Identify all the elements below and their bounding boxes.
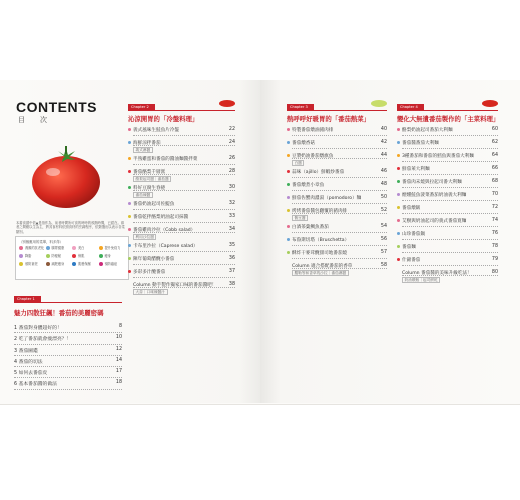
toc-entry[interactable]: [128, 243, 235, 256]
entry-page: 34: [228, 227, 235, 232]
legend-item: [46, 253, 73, 258]
leader-line: [292, 203, 387, 204]
tomato-icon: [219, 100, 235, 107]
legend-grid: [19, 245, 125, 266]
entry-title: 多彩多汁醃番茄: [133, 270, 166, 275]
legend-item: [19, 261, 46, 266]
legend-item: [19, 253, 46, 258]
entry-subrecipe: 大蒜｜口味辣醬汁: [133, 289, 168, 295]
category-dot-icon: [287, 209, 290, 212]
legend-label: 肌膚保濕: [78, 262, 91, 267]
leader-line: [14, 332, 122, 333]
toc-entry[interactable]: [287, 263, 387, 279]
entry-title: 番茄乾拌酪梨奶油起司抹醬: [133, 215, 189, 220]
category-dot-icon: [397, 193, 400, 196]
legend-dot-icon: [99, 246, 103, 250]
chapter4-block: [397, 104, 498, 286]
leader-line: [402, 187, 498, 188]
entry-page: 62: [491, 140, 498, 145]
category-dot-icon: [287, 183, 290, 186]
entry-page: 64: [491, 153, 498, 158]
leader-line: [402, 148, 498, 149]
legend-label: 腸胃健康: [51, 246, 65, 250]
entry-subrecipe: 奶油燉飯｜起司餅乾: [402, 277, 440, 283]
entry-subrecipe: 羅勒等和香草的沙拉｜番茄淋醬: [292, 270, 349, 276]
entry-page: 12: [115, 346, 122, 352]
legend-label: 減肥瘦身: [51, 262, 65, 267]
leader-line: [133, 135, 235, 136]
toc-entry[interactable]: [397, 205, 498, 218]
entry-page: 36: [228, 256, 235, 261]
entry-page: 26: [228, 156, 235, 161]
leader-line: [133, 264, 235, 265]
entry-page: 14: [115, 357, 122, 363]
entry-title: 番茄麵: [402, 245, 416, 250]
toc-entry[interactable]: [397, 179, 498, 192]
entry-page: 50: [380, 195, 387, 200]
category-dot-icon: [287, 238, 290, 241]
toc-entry[interactable]: [128, 269, 235, 282]
toc-entry[interactable]: [287, 195, 387, 208]
tomato-icon: [482, 100, 498, 107]
entry-page: 80: [491, 270, 498, 275]
legend-dot-icon: [72, 246, 76, 250]
legend-item: [99, 245, 126, 250]
legend-item: [99, 253, 126, 258]
toc-entry[interactable]: [128, 185, 235, 201]
category-dot-icon: [128, 270, 131, 273]
toc-entry[interactable]: [128, 169, 235, 185]
legend-label: 養顏的抗老化: [25, 246, 45, 250]
entry-page: 17: [115, 369, 122, 375]
entry-page: 72: [491, 205, 498, 210]
leader-line: [292, 245, 387, 246]
entry-title: 酪梨奶油起司番茄大利麵: [402, 128, 453, 133]
entry-subrecipe: 白醬: [292, 160, 304, 166]
leader-line: [292, 232, 387, 233]
entry-title: 3 番茄圖鑑: [14, 348, 38, 354]
entry-title: 艾樹與奶油起司的義式番茄寬麵: [402, 219, 467, 224]
chapter3-list: [287, 127, 387, 279]
entry-page: 46: [380, 169, 387, 174]
leader-line: [292, 190, 387, 191]
leader-line: [402, 265, 498, 266]
toc-entry[interactable]: [397, 140, 498, 153]
legend-item: [72, 261, 99, 266]
legend-item: [46, 245, 73, 250]
toc-entry[interactable]: [287, 237, 387, 250]
chapter2-tag: Chapter 2: [128, 104, 155, 110]
category-dot-icon: [397, 141, 400, 144]
entry-page: 54: [380, 224, 387, 229]
entry-title: 4 番茄的切法: [14, 359, 43, 365]
entry-title: 烤烤番茄醬包翻覆的豬肉排: [292, 209, 348, 214]
entry-subrecipe: 番茄辣醬: [133, 192, 153, 198]
leader-line: [133, 209, 235, 210]
legend-dot-icon: [19, 254, 23, 258]
entry-title: 卡布里沙拉（Caprese salad）: [133, 244, 198, 249]
entry-page: 70: [491, 192, 498, 197]
category-dot-icon: [128, 257, 131, 260]
entry-title: 鮮茄萊大利麵: [402, 167, 430, 172]
leader-line: [133, 164, 235, 165]
toc-entry[interactable]: [14, 380, 122, 391]
entry-title: 6 基本番茄醬的做法: [14, 382, 57, 388]
leader-line: [402, 161, 498, 162]
entry-title: 什錦番茄: [402, 258, 421, 263]
entry-page: 74: [491, 218, 498, 223]
legend-dot-icon: [19, 262, 23, 266]
entry-title: 3種番茄和番茄的鱈魚與番茄大利麵: [402, 154, 474, 159]
category-dot-icon: [128, 170, 131, 173]
entry-title: 豆漿奶油番茄燉旗魚: [292, 154, 334, 159]
entry-title: 蒜味（ajillo）鮮蝦炒番茄: [292, 170, 345, 175]
entry-title: 義式風味生鮭魚片冷盤: [133, 128, 179, 133]
entry-title: 5 如何去番茄皮: [14, 371, 48, 377]
legend-item: [19, 245, 46, 250]
entry-page: 57: [380, 250, 387, 255]
entry-title: 酥炸干麥茸醃甜司地番茄燒: [292, 251, 348, 256]
entry-page: 58: [380, 263, 387, 268]
entry-title: 1 番茄對身體超好的！: [14, 326, 62, 331]
leader-line: [402, 135, 498, 136]
chapter2-heading: 沁涼開胃的「冷盤料理」: [128, 115, 199, 123]
entry-page: 68: [491, 179, 498, 184]
entry-title: 白酒茶葉鯛魚番茄: [292, 225, 329, 230]
intro-text: 本書食譜中依▲是指作為，前者時間所可食的時時的預熱時間，已經在。兩者之間應以生為主，將其食材料依照食材的烹調程序，依類選出以表示各菜類別。: [16, 221, 125, 234]
entry-page: 24: [228, 140, 235, 145]
legend-dot-icon: [46, 262, 50, 266]
entry-page: 44: [380, 153, 387, 158]
leader-line: [402, 226, 498, 227]
entry-title: 鮮茄佐蟹肉濃湯（pomodoro）麵: [292, 196, 362, 201]
category-dot-icon: [287, 154, 290, 157]
contents-title: CONTENTS: [16, 99, 97, 115]
entry-title: 煙燻鮭魚菠菜番茄奶油義大利麵: [402, 193, 467, 198]
chapter4-tag: Chapter 4: [397, 104, 424, 110]
legend-item: [72, 245, 99, 250]
entry-page: 8: [118, 324, 122, 329]
category-dot-icon: [397, 167, 400, 170]
chapter4-list: [397, 127, 498, 286]
category-dot-icon: [397, 206, 400, 209]
toc-entry[interactable]: [128, 127, 235, 140]
category-dot-icon: [128, 228, 131, 231]
legend-title: （別個應用的菜單，料多得）: [19, 240, 64, 244]
green-tomato-icon: [371, 100, 387, 107]
category-dot-icon: [128, 141, 131, 144]
chapter2-list: [128, 127, 235, 298]
entry-page: 28: [228, 169, 235, 174]
toc-entry[interactable]: [287, 127, 387, 140]
toc-entry[interactable]: [128, 282, 235, 298]
toc-entry[interactable]: [128, 201, 235, 214]
category-dot-icon: [397, 219, 400, 222]
legend-dot-icon: [72, 262, 76, 266]
leader-line: [292, 135, 387, 136]
leader-line: [133, 277, 235, 278]
leader-line: [14, 389, 122, 390]
entry-title: 料好豆腐生春捲: [133, 186, 166, 191]
entry-subrecipe: 酪梨起司醬｜番茄醬: [133, 176, 171, 182]
chapter3-heading: 熱呼呼好暖胃的「番茄熱菜」: [287, 115, 371, 123]
category-dot-icon: [397, 154, 400, 157]
toc-entry[interactable]: [397, 218, 498, 231]
category-dot-icon: [287, 141, 290, 144]
toc-entry[interactable]: [287, 208, 387, 224]
toc-entry[interactable]: [14, 335, 122, 346]
entry-title: 陳年葡萄醋醃小番茄: [133, 257, 175, 262]
legend-item: [99, 261, 126, 266]
leader-line: [14, 344, 122, 345]
toc-entry[interactable]: [14, 347, 122, 358]
category-dot-icon: [397, 258, 400, 261]
legend-label: 防便秘: [51, 254, 62, 259]
entry-page: 10: [115, 335, 122, 341]
toc-entry[interactable]: [287, 169, 387, 182]
entry-title: 布魯斯切塔（Bruschetta）: [292, 238, 350, 243]
toc-entry[interactable]: [287, 140, 387, 153]
leader-line: [14, 355, 122, 356]
entry-title: 番茄醬番茄大利麵: [402, 141, 439, 146]
entry-subrecipe: 義式淋醬: [133, 147, 153, 153]
category-dot-icon: [128, 157, 131, 160]
legend-dot-icon: [19, 246, 23, 250]
toc-entry[interactable]: [397, 270, 498, 286]
category-dot-icon: [397, 245, 400, 248]
leader-line: [402, 252, 498, 253]
entry-page: 66: [491, 166, 498, 171]
entry-page: 76: [491, 231, 498, 236]
leader-line: [402, 174, 498, 175]
entry-title: 海鮮涼拌番茄: [133, 141, 161, 146]
toc-entry[interactable]: [14, 358, 122, 369]
toc-entry[interactable]: [128, 227, 235, 243]
category-dot-icon: [128, 202, 131, 205]
legend-label: 提升免疫力: [104, 246, 121, 250]
entry-page: 22: [228, 127, 235, 132]
entry-subrecipe: 利用沙拉醬: [133, 234, 156, 240]
category-dot-icon: [128, 128, 131, 131]
entry-title: Column 番茄醬的美味升級吃法！: [402, 271, 472, 276]
toc-entry[interactable]: [397, 257, 498, 270]
entry-page: 60: [491, 127, 498, 132]
entry-title: Column 動手製作獨家口味的番茄醬吧！: [133, 283, 217, 288]
chapter3-bar: [287, 104, 387, 111]
legend-dot-icon: [99, 254, 103, 258]
entry-page: 48: [380, 182, 387, 187]
contents-subtitle: 目 次: [18, 116, 51, 124]
entry-page: 42: [380, 140, 387, 145]
legend-label: 預防癌症: [104, 262, 118, 267]
entry-subrecipe: 酱豆醬: [292, 215, 308, 221]
chapter1-tag: Chapter 1: [14, 296, 41, 302]
leader-line: [133, 251, 235, 252]
category-dot-icon: [287, 251, 290, 254]
entry-page: 79: [491, 257, 498, 262]
category-dot-icon: [287, 225, 290, 228]
toc-entry[interactable]: [397, 231, 498, 244]
chapter2-block: [128, 104, 235, 298]
entry-page: 37: [228, 269, 235, 274]
chapter1-bar: [14, 296, 122, 303]
legend-dot-icon: [99, 262, 103, 266]
entry-page: 30: [228, 185, 235, 190]
entry-title: 番茄燉煮小章魚: [292, 183, 325, 188]
entry-page: 35: [228, 243, 235, 248]
legend-dot-icon: [46, 254, 50, 258]
chapter1-list: [14, 324, 122, 392]
toc-entry[interactable]: [287, 250, 387, 263]
entry-title: 番茄奶油起司佐鯷魚: [133, 202, 175, 207]
category-dot-icon: [287, 170, 290, 173]
chapter2-bar: [128, 104, 235, 111]
toc-entry[interactable]: [397, 166, 498, 179]
entry-page: 52: [380, 208, 387, 213]
toc-entry[interactable]: [128, 214, 235, 227]
category-dot-icon: [128, 244, 131, 247]
entry-page: 78: [491, 244, 498, 249]
tomato-illustration: [20, 142, 110, 212]
leader-line: [402, 200, 498, 201]
category-dot-icon: [397, 128, 400, 131]
legend-box: [15, 236, 129, 280]
entry-title: 特製番茄燉滷豬肉排: [292, 128, 334, 133]
entry-page: 18: [115, 380, 122, 386]
entry-page: 38: [228, 282, 235, 287]
entry-page: 33: [228, 214, 235, 219]
category-dot-icon: [128, 186, 131, 189]
legend-label: 降脂: [25, 254, 32, 259]
legend-label: 預防衰老: [25, 262, 38, 267]
leader-line: [292, 148, 387, 149]
legend-label: 瘦身: [104, 254, 111, 259]
legend-label: 保肌: [78, 254, 85, 259]
entry-title: 番茄肉末燒與拉起司番大利麵: [402, 180, 462, 185]
entry-title: Column 適合搭配番茄的香草: [292, 264, 353, 269]
toc-entry[interactable]: [128, 156, 235, 169]
toc-entry[interactable]: [287, 153, 387, 169]
legend-item: [72, 253, 99, 258]
leader-line: [292, 177, 387, 178]
toc-entry[interactable]: [397, 192, 498, 205]
chapter4-heading: 變化大無遺番茄製作的「主菜料理」: [397, 115, 500, 123]
chapter3-tag: Chapter 3: [287, 104, 314, 110]
toc-entry[interactable]: [128, 140, 235, 156]
category-dot-icon: [397, 232, 400, 235]
entry-title: 山珍番茄鍋: [402, 232, 425, 237]
leader-line: [402, 213, 498, 214]
chapter1-block: [14, 296, 122, 392]
chapter1-heading: 魅力四散狂飆！番茄的美麗密碼: [14, 309, 104, 317]
category-dot-icon: [397, 180, 400, 183]
entry-title: 番茄雞肉沙拉（Cobb salad）: [133, 228, 196, 233]
toc-entry[interactable]: [128, 256, 235, 269]
chapter3-block: [287, 104, 387, 279]
entry-page: 40: [380, 127, 387, 132]
entry-title: 番茄燉香菇: [292, 141, 315, 146]
legend-dot-icon: [46, 246, 50, 250]
entry-title: 2 吃了番茄就會瘦漂亮？！: [14, 337, 72, 343]
toc-entry[interactable]: [397, 244, 498, 257]
toc-entry[interactable]: [287, 224, 387, 237]
entry-page: 32: [228, 201, 235, 206]
entry-title: 半熟雞蛋和番茄的醬油麵醬拌菜: [133, 157, 198, 162]
leader-line: [14, 366, 122, 367]
leader-line: [133, 222, 235, 223]
chapter4-bar: [397, 104, 498, 111]
toc-entry[interactable]: [397, 127, 498, 140]
category-dot-icon: [128, 215, 131, 218]
entry-title: 番茄酪梨千層派: [133, 170, 166, 175]
toc-entry[interactable]: [14, 369, 122, 380]
category-dot-icon: [287, 128, 290, 131]
leader-line: [292, 258, 387, 259]
leader-line: [402, 239, 498, 240]
toc-entry[interactable]: [287, 182, 387, 195]
entry-page: 56: [380, 237, 387, 242]
legend-dot-icon: [72, 254, 76, 258]
toc-entry[interactable]: [14, 324, 122, 335]
category-dot-icon: [287, 196, 290, 199]
entry-title: 番茄燉飯: [402, 206, 421, 211]
legend-label: 美白: [78, 246, 85, 250]
toc-entry[interactable]: [397, 153, 498, 166]
legend-item: [46, 261, 73, 266]
leader-line: [14, 377, 122, 378]
